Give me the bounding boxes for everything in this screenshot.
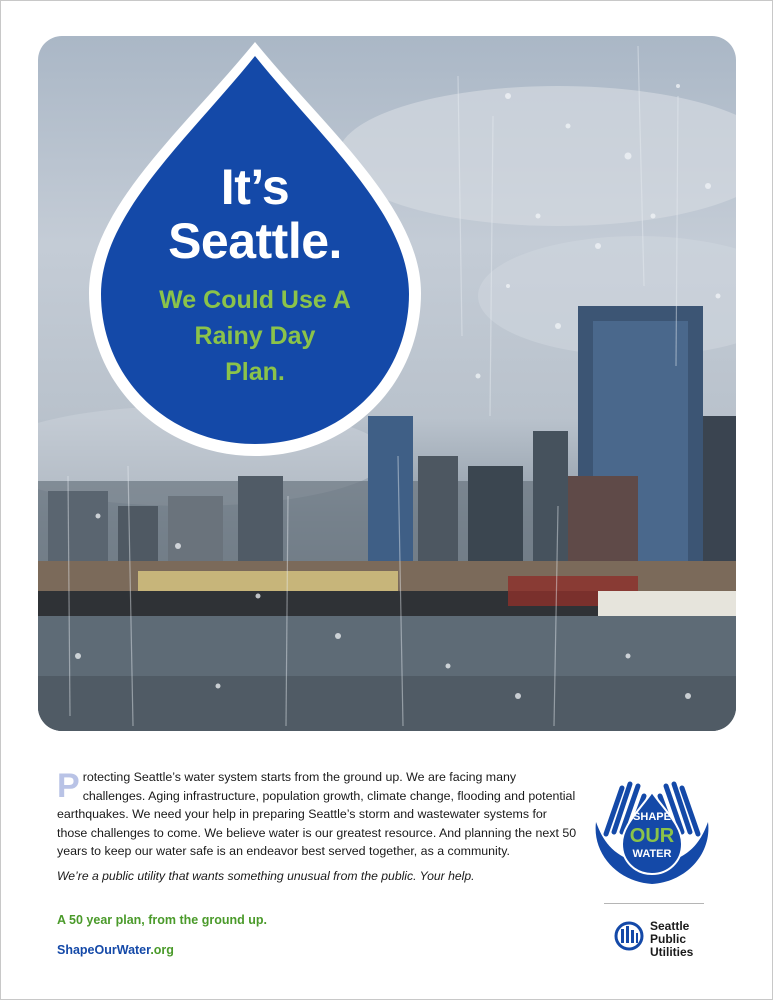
spu-line-1: Seattle xyxy=(650,919,690,933)
website-link[interactable] xyxy=(57,943,174,957)
drop-cap: P xyxy=(57,767,80,805)
spu-wordmark xyxy=(650,920,693,959)
logo-divider xyxy=(604,903,704,904)
body-paragraph: rotecting Seattle’s water system starts from the ground up. We are facing many challenges. Aging infrastructure, population growth, climate change, flooding and potential earthquakes. We need your help in preparing Seattle’s storm and wastewater systems for those challenges to come. We believe water is our greatest resource. And planning the next 50 years to keep our water safe is an endeavor best served together, as a community. xyxy=(57,770,577,859)
plan-line: A 50 year plan, from the ground up. xyxy=(57,913,267,927)
tagline: We’re a public utility that wants something unusual from the public. Your help. xyxy=(57,868,475,883)
headline-line-2: Seattle. xyxy=(168,213,342,269)
logo-text xyxy=(592,810,712,862)
headline-line-1: It’s xyxy=(220,159,290,215)
url-part-1: ShapeOurWater xyxy=(57,943,151,957)
body-copy xyxy=(57,768,577,886)
spu-line-3: Utilities xyxy=(650,945,694,959)
logo-line-1: SHAPE xyxy=(633,811,671,823)
subhead-line-1: We Could Use A xyxy=(159,286,351,314)
url-part-2: .org xyxy=(150,943,174,957)
seattle-public-utilities-icon xyxy=(614,921,644,951)
headline xyxy=(85,160,425,268)
spu-line-2: Public xyxy=(650,932,687,946)
drop-text xyxy=(85,160,425,390)
subheadline xyxy=(85,282,425,390)
subhead-line-2: Rainy Day xyxy=(194,322,316,350)
logo-line-3: WATER xyxy=(632,848,672,860)
logo-line-2: OUR xyxy=(629,825,675,847)
subhead-line-3: Plan. xyxy=(225,358,285,386)
